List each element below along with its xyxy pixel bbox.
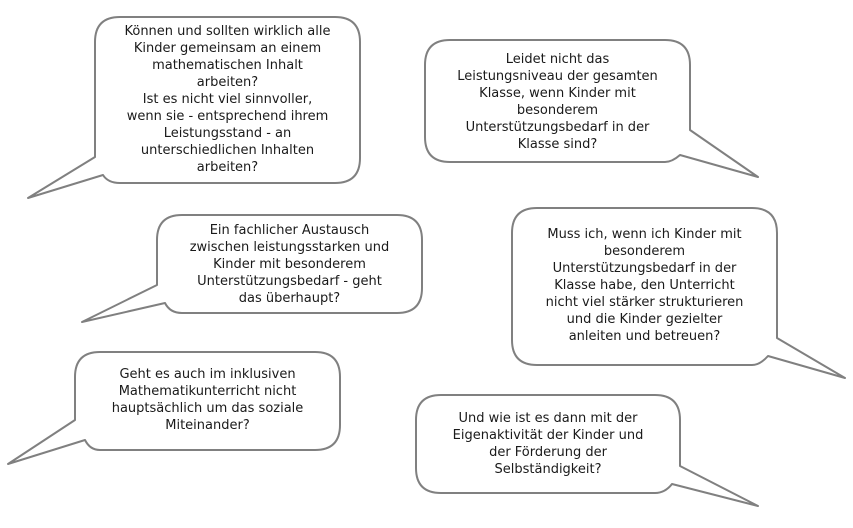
bubble-3-text xyxy=(157,222,422,307)
bubble-1-text xyxy=(95,23,360,176)
bubble-text-line: hauptsächlich um das soziale xyxy=(111,401,304,416)
bubble-text-line: und die Kinder gezielter xyxy=(566,312,723,327)
bubble-4-text xyxy=(512,226,777,345)
bubble-text-line: Unterstützungsbedarf in der xyxy=(465,120,650,135)
bubble-text-line: Kinder gemeinsam an einem xyxy=(133,41,322,56)
bubble-text-line: Klasse sind? xyxy=(517,137,598,152)
bubble-5-text xyxy=(75,366,340,434)
bubble-6-text xyxy=(416,410,680,478)
bubble-text-line: Ein fachlicher Austausch xyxy=(209,223,370,238)
bubble-text-line: Unterstützungsbedarf - geht xyxy=(197,274,382,289)
bubble-text-line: Klasse habe, den Unterricht xyxy=(554,278,735,293)
bubble-text-line: Leidet nicht das xyxy=(505,52,610,67)
bubble-text-line: arbeiten? xyxy=(196,160,259,175)
bubble-text-line: nicht viel stärker strukturieren xyxy=(545,295,744,310)
bubble-text-line: besonderem xyxy=(516,103,599,118)
bubble-2-text xyxy=(425,51,690,153)
bubble-text-line: Und wie ist es dann mit der xyxy=(458,411,638,426)
bubble-text-line: Selbständigkeit? xyxy=(494,462,602,477)
bubble-text-line: Leistungsniveau der gesamten xyxy=(457,69,658,84)
bubble-text-line: Leistungsstand - an xyxy=(163,126,292,141)
bubble-text-line: arbeiten? xyxy=(196,75,259,90)
bubble-text-line: unterschiedlichen Inhalten xyxy=(140,143,315,158)
bubble-text-line: Unterstützungsbedarf in der xyxy=(552,261,737,276)
bubble-text-line: Eigenaktivität der Kinder und xyxy=(452,428,644,443)
bubble-text-line: Miteinander? xyxy=(165,418,250,433)
bubble-text-line: Klasse, wenn Kinder mit xyxy=(479,86,636,101)
bubble-text-line: Muss ich, wenn ich Kinder mit xyxy=(547,227,742,242)
bubble-text-line: Geht es auch im inklusiven xyxy=(119,367,296,382)
bubble-text-line: Mathematikunterricht nicht xyxy=(118,384,297,399)
bubble-text-line: anleiten und betreuen? xyxy=(568,329,721,344)
bubble-text-line: Können und sollten wirklich alle xyxy=(124,24,331,39)
bubble-text-line: zwischen leistungsstarken und xyxy=(189,240,390,255)
bubble-text-line: mathematischen Inhalt xyxy=(152,58,303,73)
bubble-text-line: das überhaupt? xyxy=(238,291,341,306)
bubble-text-line: Ist es nicht viel sinnvoller, xyxy=(142,92,313,107)
bubble-text-line: der Förderung der xyxy=(489,445,607,460)
bubble-text-line: wenn sie - entsprechend ihrem xyxy=(126,109,329,124)
bubble-text-line: Kinder mit besonderem xyxy=(213,257,366,272)
bubble-text-line: besonderem xyxy=(603,244,686,259)
